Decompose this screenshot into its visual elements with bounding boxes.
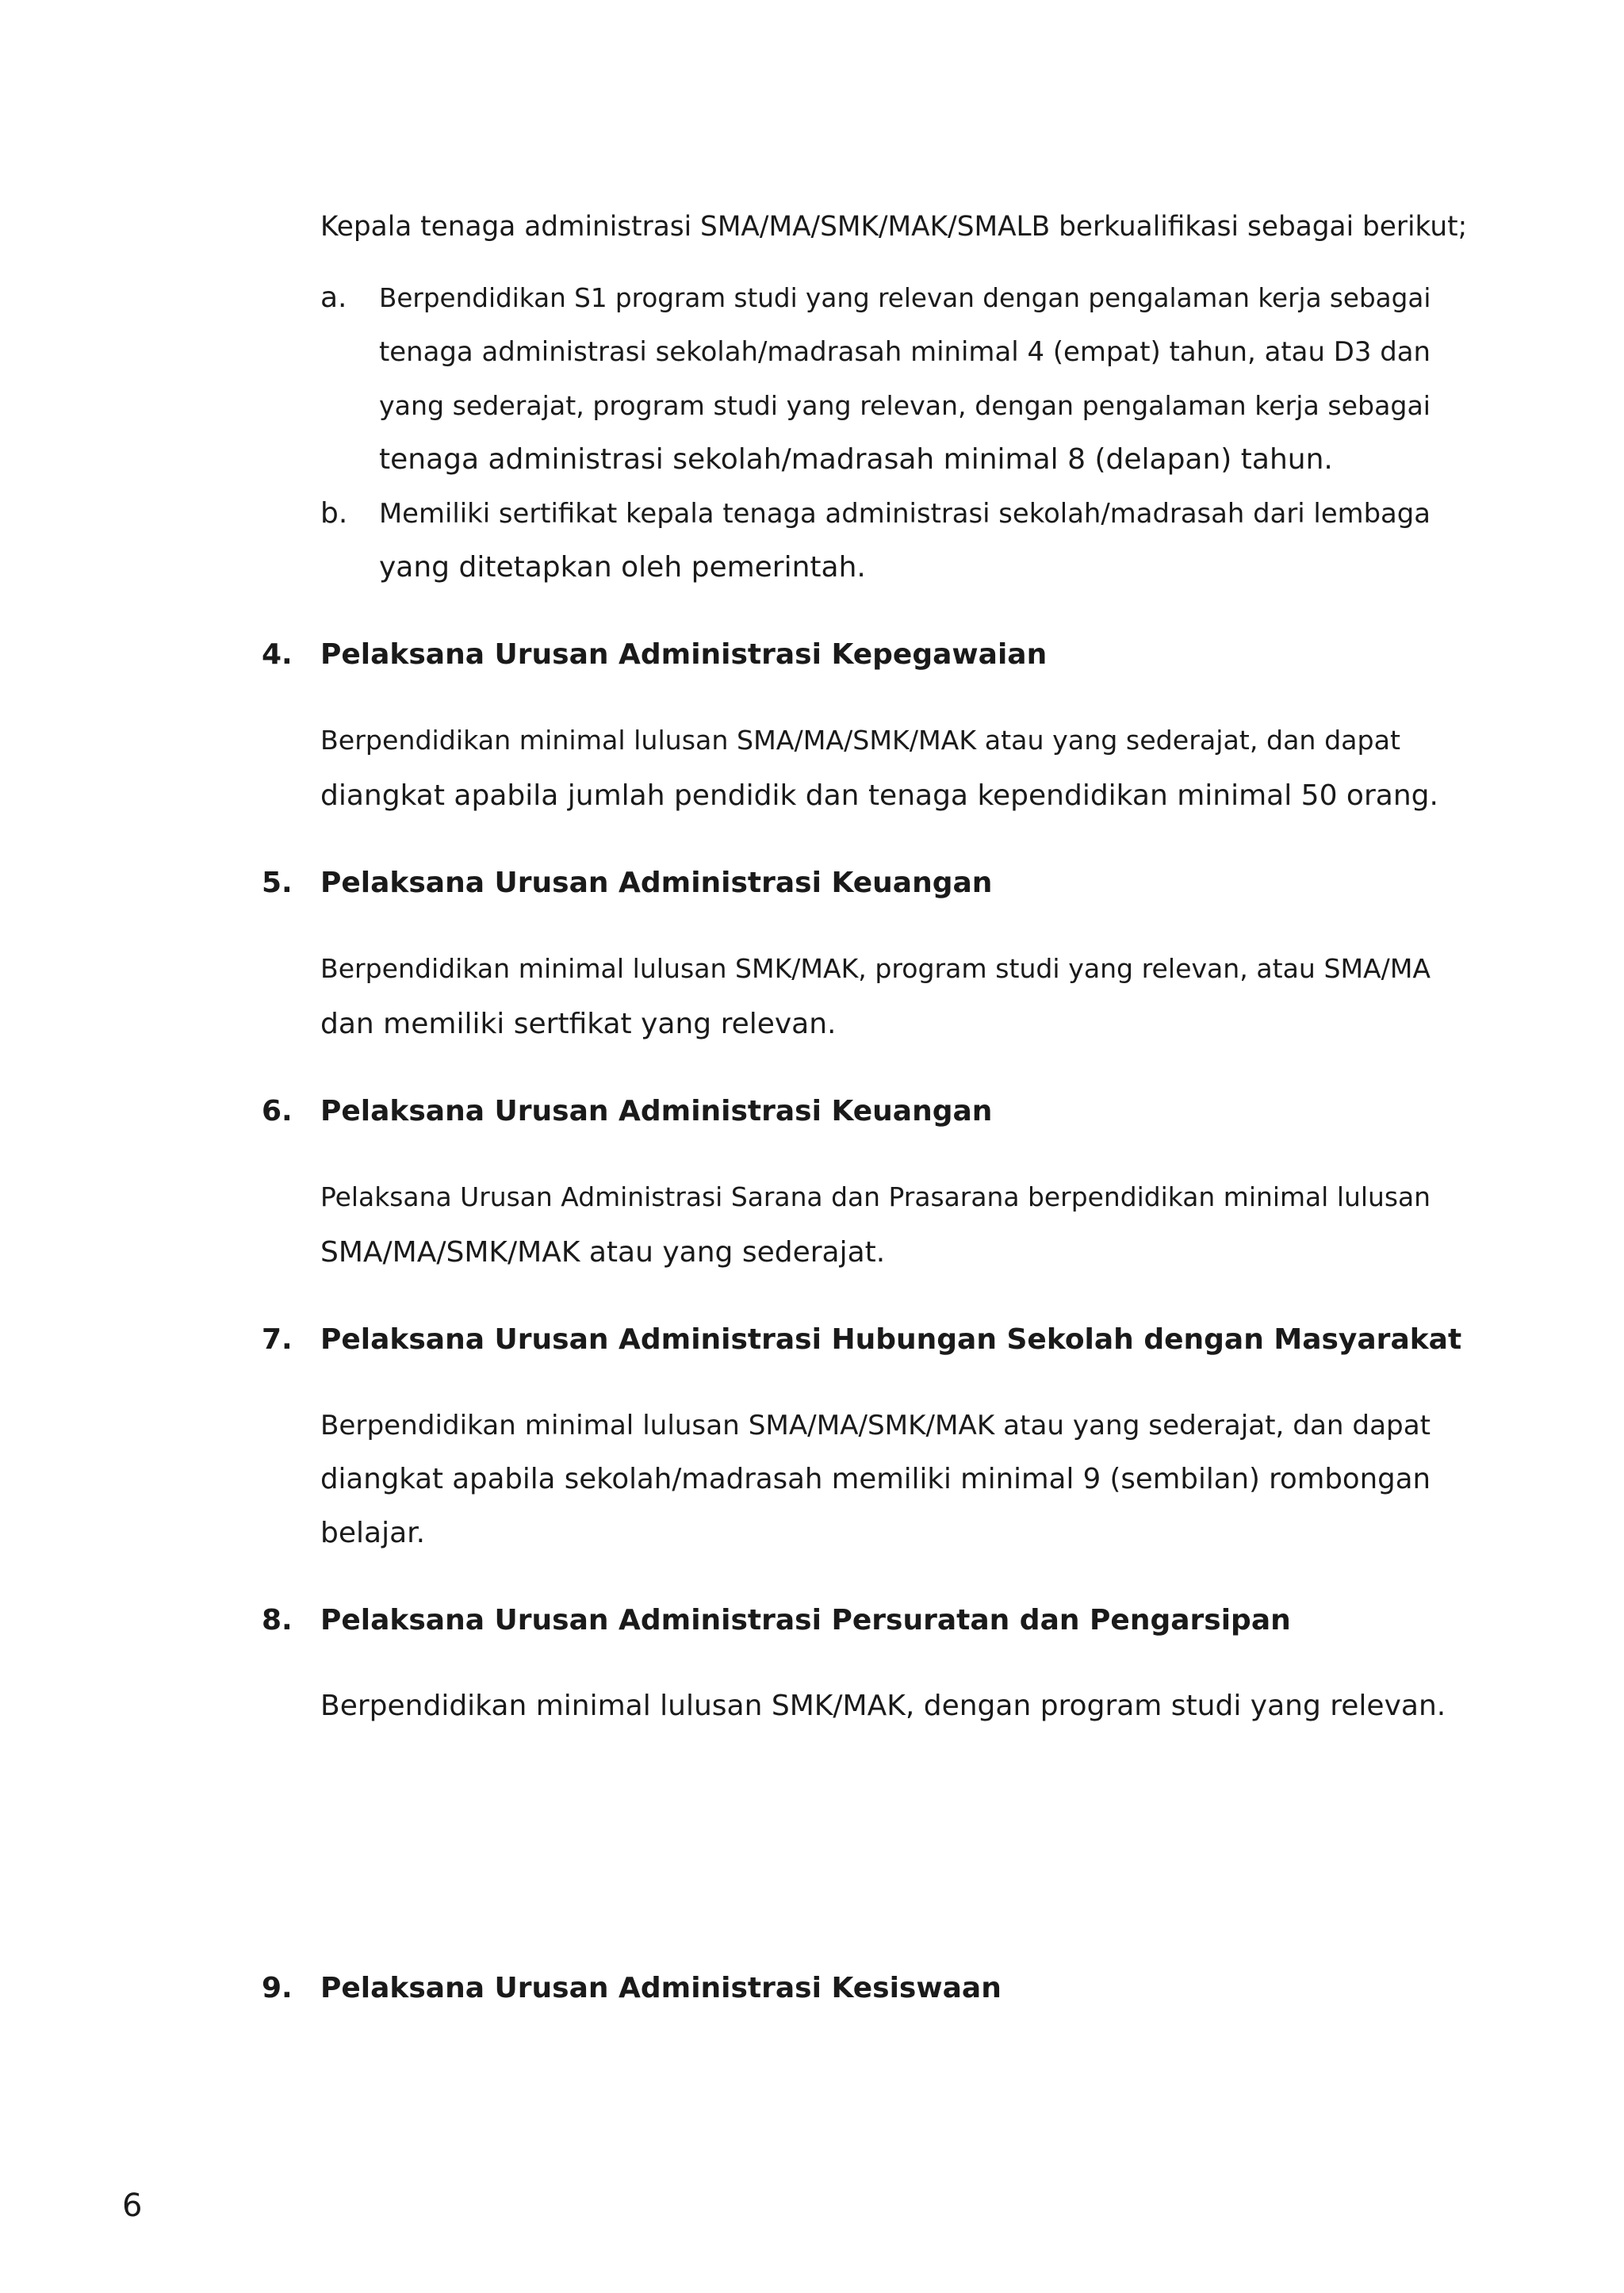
section-4-line-2: diangkat apabila jumlah pendidik dan tenaga kependidikan minimal 50 orang. — [320, 779, 1438, 812]
section-8-line-1: Berpendidikan minimal lulusan SMK/MAK, dengan program studi yang relevan. — [320, 1690, 1446, 1722]
section-8-number: 8. — [262, 1604, 293, 1636]
list-item-a-line-1: Berpendidikan S1 program studi yang relevan dengan pengalaman kerja sebagai — [379, 283, 1431, 313]
page-number: 6 — [122, 2188, 143, 2224]
section-5-number: 5. — [262, 867, 293, 899]
intro-text: Kepala tenaga administrasi SMA/MA/SMK/MAK/SMALB berkualifikasi sebagai berikut; — [320, 211, 1468, 243]
section-4-number: 4. — [262, 638, 293, 671]
section-6-line-1: Pelaksana Urusan Administrasi Sarana dan Prasarana berpendidikan minimal lulusan — [320, 1181, 1431, 1212]
section-7-line-1: Berpendidikan minimal lulusan SMA/MA/SMK/MAK atau yang sederajat, dan dapat — [320, 1410, 1431, 1441]
list-marker-a: a. — [320, 281, 347, 314]
section-4-line-1: Berpendidikan minimal lulusan SMA/MA/SMK/MAK atau yang sederajat, dan dapat — [320, 725, 1400, 756]
section-6-number: 6. — [262, 1095, 293, 1127]
section-5-heading: Pelaksana Urusan Administrasi Keuangan — [320, 867, 993, 899]
list-marker-b: b. — [320, 497, 348, 530]
section-5-line-1: Berpendidikan minimal lulusan SMK/MAK, program studi yang relevan, atau SMA/MA — [320, 953, 1431, 984]
section-9-number: 9. — [262, 1972, 293, 2004]
section-7-line-2: diangkat apabila sekolah/madrasah memiliki minimal 9 (sembilan) rombongan — [320, 1463, 1431, 1495]
section-6-heading: Pelaksana Urusan Administrasi Keuangan — [320, 1095, 993, 1127]
section-4-heading: Pelaksana Urusan Administrasi Kepegawaian — [320, 638, 1048, 671]
section-7-heading: Pelaksana Urusan Administrasi Hubungan Sekolah dengan Masyarakat — [320, 1323, 1462, 1356]
section-6-line-2: SMA/MA/SMK/MAK atau yang sederajat. — [320, 1236, 886, 1269]
list-item-b-line-1: Memiliki sertifikat kepala tenaga administrasi sekolah/madrasah dari lembaga — [379, 498, 1431, 529]
list-item-a-line-2: tenaga administrasi sekolah/madrasah minimal 4 (empat) tahun, atau D3 dan — [379, 336, 1431, 367]
list-item-a-line-4: tenaga administrasi sekolah/madrasah minimal 8 (delapan) tahun. — [379, 443, 1333, 476]
section-7-line-3: belajar. — [320, 1517, 426, 1549]
section-9-heading: Pelaksana Urusan Administrasi Kesiswaan — [320, 1972, 1002, 2004]
section-7-number: 7. — [262, 1323, 293, 1356]
list-item-b-line-2: yang ditetapkan oleh pemerintah. — [379, 551, 866, 584]
section-8-heading: Pelaksana Urusan Administrasi Persuratan dan Pengarsipan — [320, 1604, 1291, 1636]
list-item-a-line-3: yang sederajat, program studi yang relevan, dengan pengalaman kerja sebagai — [379, 390, 1431, 421]
section-5-line-2: dan memiliki sertfikat yang relevan. — [320, 1008, 837, 1040]
